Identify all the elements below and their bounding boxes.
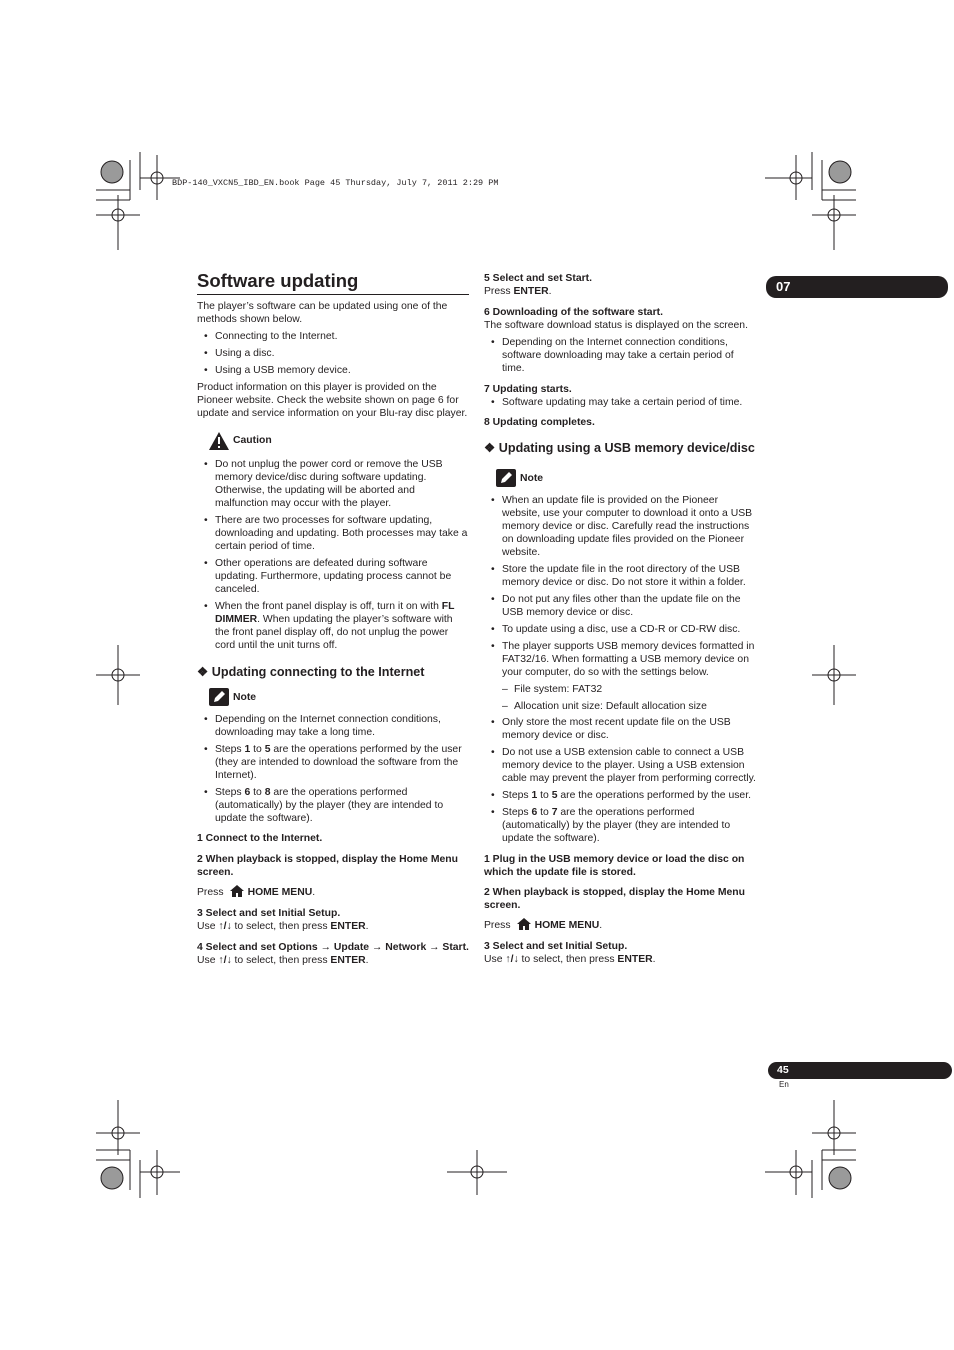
step-7: 7 Updating starts. xyxy=(484,384,572,395)
step-4-instruction: Use ↑/↓ to select, then press ENTER. xyxy=(197,955,369,966)
section-heading-internet: ❖ Updating connecting to the Internet xyxy=(197,665,425,679)
left-column xyxy=(197,270,469,967)
language-code: En xyxy=(779,1080,789,1089)
note-item: • Depending on the Internet connection conditions, downloading may take a long time. xyxy=(197,713,469,739)
usb-press-home-menu: Press HOME MENU. xyxy=(484,920,603,931)
section-heading-usb: ❖ Updating using a USB memory device/disc xyxy=(484,441,755,455)
home-icon xyxy=(517,918,531,930)
note-icon xyxy=(209,688,229,706)
step-4: 4 Select and set Options → Update → Network → Start. xyxy=(197,942,469,953)
right-column xyxy=(484,272,758,966)
usb-note-item: • When an update file is provided on the Pioneer website, use your computer to download it onto a USB memory device or disc. Carefully read the instructions on downloading update files provided on the Pioneer website. xyxy=(484,494,758,559)
caution-icon xyxy=(209,432,229,450)
caution-heading: Caution xyxy=(197,434,469,454)
chapter-tab xyxy=(766,276,948,298)
step-6-text: The software download status is displayed on the screen. xyxy=(484,320,748,331)
step-6: 6 Downloading of the software start. xyxy=(484,307,663,318)
caution-item: • When the front panel display is off, turn it on with FL DIMMER. When updating the player’s software with the front panel display off, do not unplug the power cord until the unit turns off. xyxy=(197,600,469,652)
note-icon xyxy=(496,469,516,487)
usb-note-item: • Steps 6 to 7 are the operations performed (automatically) by the player (they are intended to update the software). xyxy=(484,806,758,845)
step-6-bullet: • Depending on the Internet connection conditions, software downloading may take a certain period of time. xyxy=(484,336,758,375)
page-number: 45 xyxy=(777,1064,789,1076)
step-7-bullet: • Software updating may take a certain period of time. xyxy=(484,396,758,409)
usb-step-3-instruction: Use ↑/↓ to select, then press ENTER. xyxy=(484,954,656,965)
caution-item: • Other operations are defeated during software updating. Furthermore, updating process cannot be canceled. xyxy=(197,557,469,596)
usb-note-item: • Do not put any files other than the update file on the USB memory device or disc. xyxy=(484,593,758,619)
caution-item: • There are two processes for software updating, downloading and updating. Both processes may take a certain period of time. xyxy=(197,514,469,553)
press-home-menu: Press HOME MENU. xyxy=(197,887,316,898)
step-2: 2 When playback is stopped, display the Home Menu screen. xyxy=(197,854,458,878)
method-item: • Using a USB memory device. xyxy=(197,364,469,377)
step-3: 3 Select and set Initial Setup. xyxy=(197,908,341,919)
method-item: • Connecting to the Internet. xyxy=(197,330,469,343)
note-heading: Note xyxy=(484,472,758,492)
usb-note-item: • Steps 1 to 5 are the operations performed by the user. xyxy=(484,789,758,802)
page-number-tab xyxy=(768,1062,952,1079)
note-heading: Note xyxy=(197,691,469,711)
intro-text: The player’s software can be updated using one of the methods shown below. xyxy=(197,301,448,325)
product-info-text: Product information on this player is provided on the Pioneer website. Check the website shown on page 6 for update and service information on your Blu-ray disc player. xyxy=(197,382,468,419)
usb-setting-item: – Allocation unit size: Default allocation size xyxy=(484,700,758,713)
file-info-header: BDP-140_VXCN5_IBD_EN.book Page 45 Thursday, July 7, 2011 2:29 PM xyxy=(172,178,499,188)
caution-item: • Do not unplug the power cord or remove the USB memory device/disc during software updating. Otherwise, the updating will be aborted and malfunction may occur with the player. xyxy=(197,458,469,510)
usb-step-1: 1 Plug in the USB memory device or load the disc on which the update file is stored. xyxy=(484,854,745,878)
usb-note-item: • Do not use a USB extension cable to connect a USB memory device to the player. Using a USB extension cable may prevent the player from performing correctly. xyxy=(484,746,758,785)
usb-step-3: 3 Select and set Initial Setup. xyxy=(484,941,628,952)
usb-note-item: • Store the update file in the root directory of the USB memory device or disc. Do not store it within a folder. xyxy=(484,563,758,589)
usb-note-item: • The player supports USB memory devices formatted in FAT32/16. When formatting a USB memory device on your computer, do so with the settings below. xyxy=(484,640,758,679)
step-8: 8 Updating completes. xyxy=(484,417,595,428)
chapter-number: 07 xyxy=(776,279,791,294)
step-1: 1 Connect to the Internet. xyxy=(197,833,323,844)
usb-setting-item: – File system: FAT32 xyxy=(484,683,758,696)
page-title: Software updating xyxy=(197,270,359,291)
usb-note-item: • To update using a disc, use a CD-R or CD-RW disc. xyxy=(484,623,758,636)
step-3-instruction: Use ↑/↓ to select, then press ENTER. xyxy=(197,921,369,932)
method-item: • Using a disc. xyxy=(197,347,469,360)
note-item: • Steps 1 to 5 are the operations performed by the user (they are intended to download the software from the Internet). xyxy=(197,743,469,782)
usb-note-item: • Only store the most recent update file on the USB memory device or disc. xyxy=(484,716,758,742)
note-item: • Steps 6 to 8 are the operations performed (automatically) by the player (they are intended to update the software). xyxy=(197,786,469,825)
home-icon xyxy=(230,885,244,897)
step-5-instruction: Press ENTER. xyxy=(484,286,552,297)
usb-step-2: 2 When playback is stopped, display the Home Menu screen. xyxy=(484,887,745,911)
step-5: 5 Select and set Start. xyxy=(484,273,592,284)
title-rule xyxy=(197,294,469,295)
